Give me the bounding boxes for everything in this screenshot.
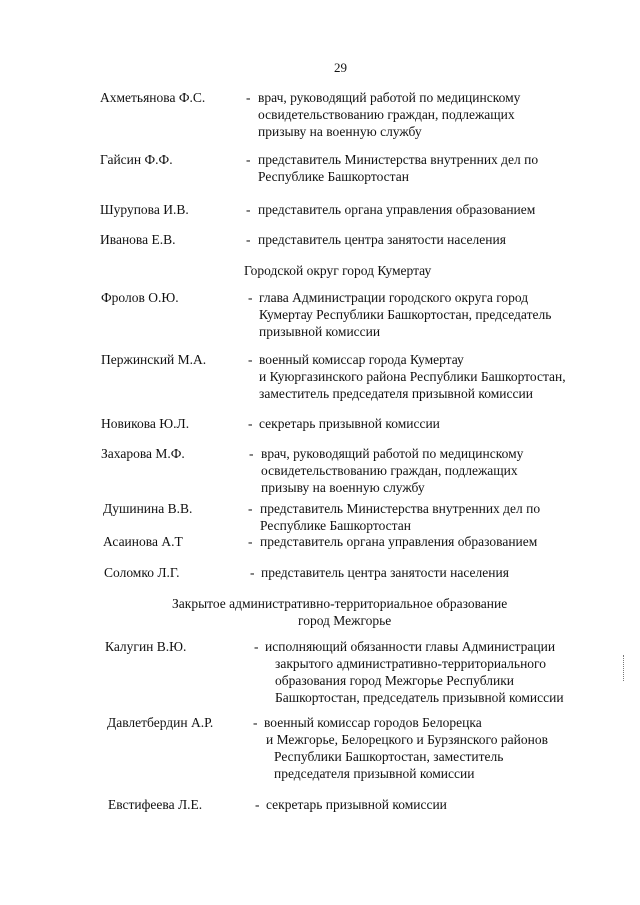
member-role: [261, 445, 523, 496]
member-role: [258, 151, 538, 185]
role-line: врач, руководящий работой по медицинскому: [258, 90, 521, 105]
dash: -: [255, 797, 260, 812]
role-line: и Куюргазинского района Республики Башкортостан,: [259, 369, 566, 384]
role-line: представитель органа управления образованием: [258, 202, 536, 217]
role-line: глава Администрации городского округа город: [259, 290, 529, 305]
role-line: призыву на военную службу: [261, 480, 425, 495]
member-role: [260, 533, 537, 550]
role-line: образования город Межгорье Республики: [275, 673, 514, 688]
member-role: [258, 231, 506, 248]
member-role: [264, 714, 548, 782]
dash: -: [248, 290, 253, 305]
member-role: [261, 564, 509, 581]
role-line: закрытого административно-территориального: [275, 656, 546, 671]
dash: -: [248, 501, 253, 516]
dash: -: [250, 565, 255, 580]
dash: -: [246, 232, 251, 247]
role-line: призывной комиссии: [259, 324, 381, 339]
role-line: Республике Башкортостан: [258, 169, 409, 184]
section-heading: [172, 595, 507, 629]
role-line: освидетельствованию граждан, подлежащих: [258, 107, 515, 122]
dash: -: [248, 416, 253, 431]
dash: -: [246, 152, 251, 167]
role-line: председателя призывной комиссии: [274, 766, 475, 781]
role-line: представитель центра занятости населения: [261, 565, 509, 580]
page-number: 29: [334, 60, 347, 75]
member-name: Душинина В.В.: [103, 501, 193, 516]
member-name: Гайсин Ф.Ф.: [100, 152, 173, 167]
role-line: Кумертау Республики Башкортостан, председатель: [259, 307, 552, 322]
role-line: Республики Башкортостан, заместитель: [274, 749, 504, 764]
role-line: освидетельствованию граждан, подлежащих: [261, 463, 518, 478]
member-name: Евстифеева Л.Е.: [108, 797, 203, 812]
member-name: Соломко Л.Г.: [104, 565, 180, 580]
member-role: [258, 89, 520, 140]
member-name: Ахметьянова Ф.С.: [100, 90, 206, 105]
member-name: Асаинова А.Т: [103, 534, 183, 549]
member-name: Шурупова И.В.: [100, 202, 189, 217]
member-role: [259, 289, 551, 340]
role-line: представитель Министерства внутренних дел по: [260, 501, 541, 516]
section-heading-line: Закрытое административно-территориальное образование: [172, 596, 508, 611]
member-name: Давлетбердин А.Р.: [107, 715, 214, 730]
scan-margin-mark: [623, 655, 626, 681]
dash: -: [246, 202, 251, 217]
member-name: Калугин В.Ю.: [105, 639, 187, 654]
role-line: представитель Министерства внутренних дел по: [258, 152, 539, 167]
role-line: Башкортостан, председатель призывной комиссии: [275, 690, 564, 705]
member-role: [259, 415, 440, 432]
role-line: исполняющий обязанности главы Администрации: [265, 639, 556, 654]
member-role: [265, 638, 564, 706]
member-role: [260, 500, 540, 534]
member-name: Иванова Е.В.: [100, 232, 176, 247]
section-heading-line: город Межгорье: [298, 613, 392, 628]
dash: -: [246, 90, 251, 105]
member-name: Фролов О.Ю.: [101, 290, 179, 305]
member-role: [259, 351, 566, 402]
section-heading-line: Городской округ город Кумертау: [244, 263, 432, 278]
member-name: Захарова М.Ф.: [101, 446, 185, 461]
dash: -: [248, 534, 253, 549]
member-role: [258, 201, 535, 218]
dash: -: [253, 715, 258, 730]
role-line: секретарь призывной комиссии: [266, 797, 447, 812]
dash: -: [254, 639, 259, 654]
role-line: врач, руководящий работой по медицинскому: [261, 446, 524, 461]
dash: -: [248, 352, 253, 367]
role-line: Республике Башкортостан: [260, 518, 411, 533]
role-line: призыву на военную службу: [258, 124, 422, 139]
role-line: представитель органа управления образованием: [260, 534, 538, 549]
member-role: [266, 796, 447, 813]
role-line: заместитель председателя призывной комиссии: [259, 386, 533, 401]
section-heading: [244, 262, 431, 279]
dash: -: [249, 446, 254, 461]
member-name: Пержинский М.А.: [101, 352, 207, 367]
role-line: секретарь призывной комиссии: [259, 416, 440, 431]
role-line: и Межгорье, Белорецкого и Бурзянского районов: [266, 732, 548, 747]
role-line: военный комиссар городов Белорецка: [264, 715, 482, 730]
role-line: военный комиссар города Кумертау: [259, 352, 464, 367]
role-line: представитель центра занятости населения: [258, 232, 506, 247]
member-name: Новикова Ю.Л.: [101, 416, 190, 431]
